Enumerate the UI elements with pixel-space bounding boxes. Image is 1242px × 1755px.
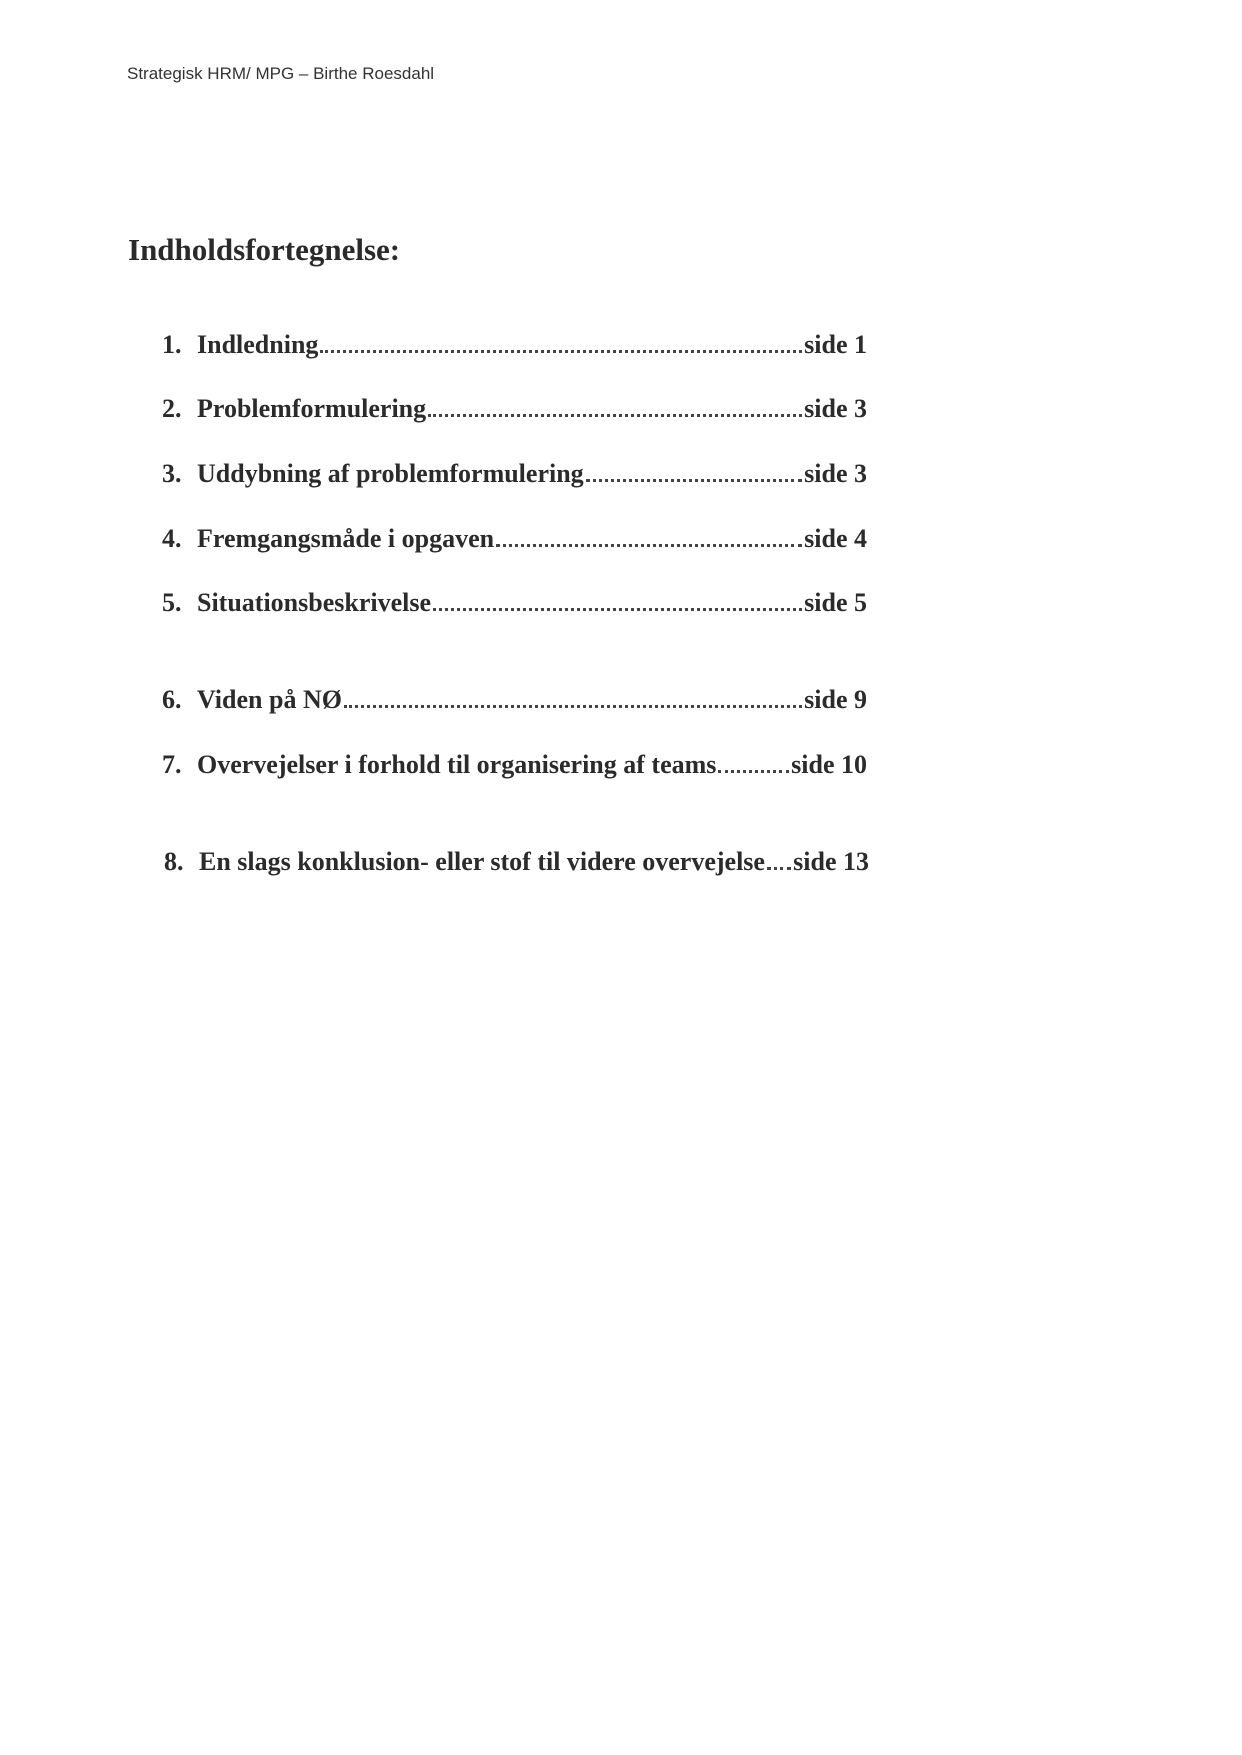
dot-leader [496,544,802,547]
toc-label: Problemformulering [197,394,427,423]
toc-entry [162,330,867,360]
dot-leader [428,414,802,417]
toc-number: 8. [164,847,184,876]
toc-label: Indledning [197,330,319,359]
toc-entry [162,459,867,489]
toc-page: side 1 [804,330,867,359]
dot-leader [344,705,802,708]
toc-page: side 4 [804,524,867,553]
toc-page: side 3 [804,459,867,488]
toc-entry [162,685,867,715]
toc-label: Situationsbeskrivelse [197,588,432,617]
dot-leader [767,867,791,870]
toc-number: 1. [162,330,182,359]
toc-page: side 13 [793,847,869,876]
toc-entry [164,847,869,877]
toc-page: side 3 [804,394,867,423]
toc-number: 6. [162,685,182,714]
toc-label: Viden på NØ [197,685,342,714]
toc-number: 3. [162,459,182,488]
toc-number: 4. [162,524,182,553]
toc-page: side 5 [804,588,867,617]
toc-entry [162,394,867,424]
page-title: Indholdsfortegnelse: [128,232,401,267]
toc-number: 5. [162,588,182,617]
toc-label: Overvejelser i forhold til organisering af teams [197,750,717,779]
toc-number: 2. [162,394,182,423]
dot-leader [320,350,802,353]
toc-entry [162,524,867,554]
page-header: Strategisk HRM/ MPG – Birthe Roesdahl [127,64,435,83]
toc-label: Uddybning af problemformulering [197,459,584,488]
toc-entry [162,750,867,780]
toc-page: side 10 [791,750,867,779]
toc-label: Fremgangsmåde i opgaven [197,524,495,553]
toc-label: En slags konklusion- eller stof til videre overvejelse [199,847,765,876]
toc-page: side 9 [804,685,867,714]
toc-entry [162,588,867,618]
dot-leader [718,770,789,773]
toc-number: 7. [162,750,182,779]
dot-leader [586,479,802,482]
dot-leader [433,608,802,611]
